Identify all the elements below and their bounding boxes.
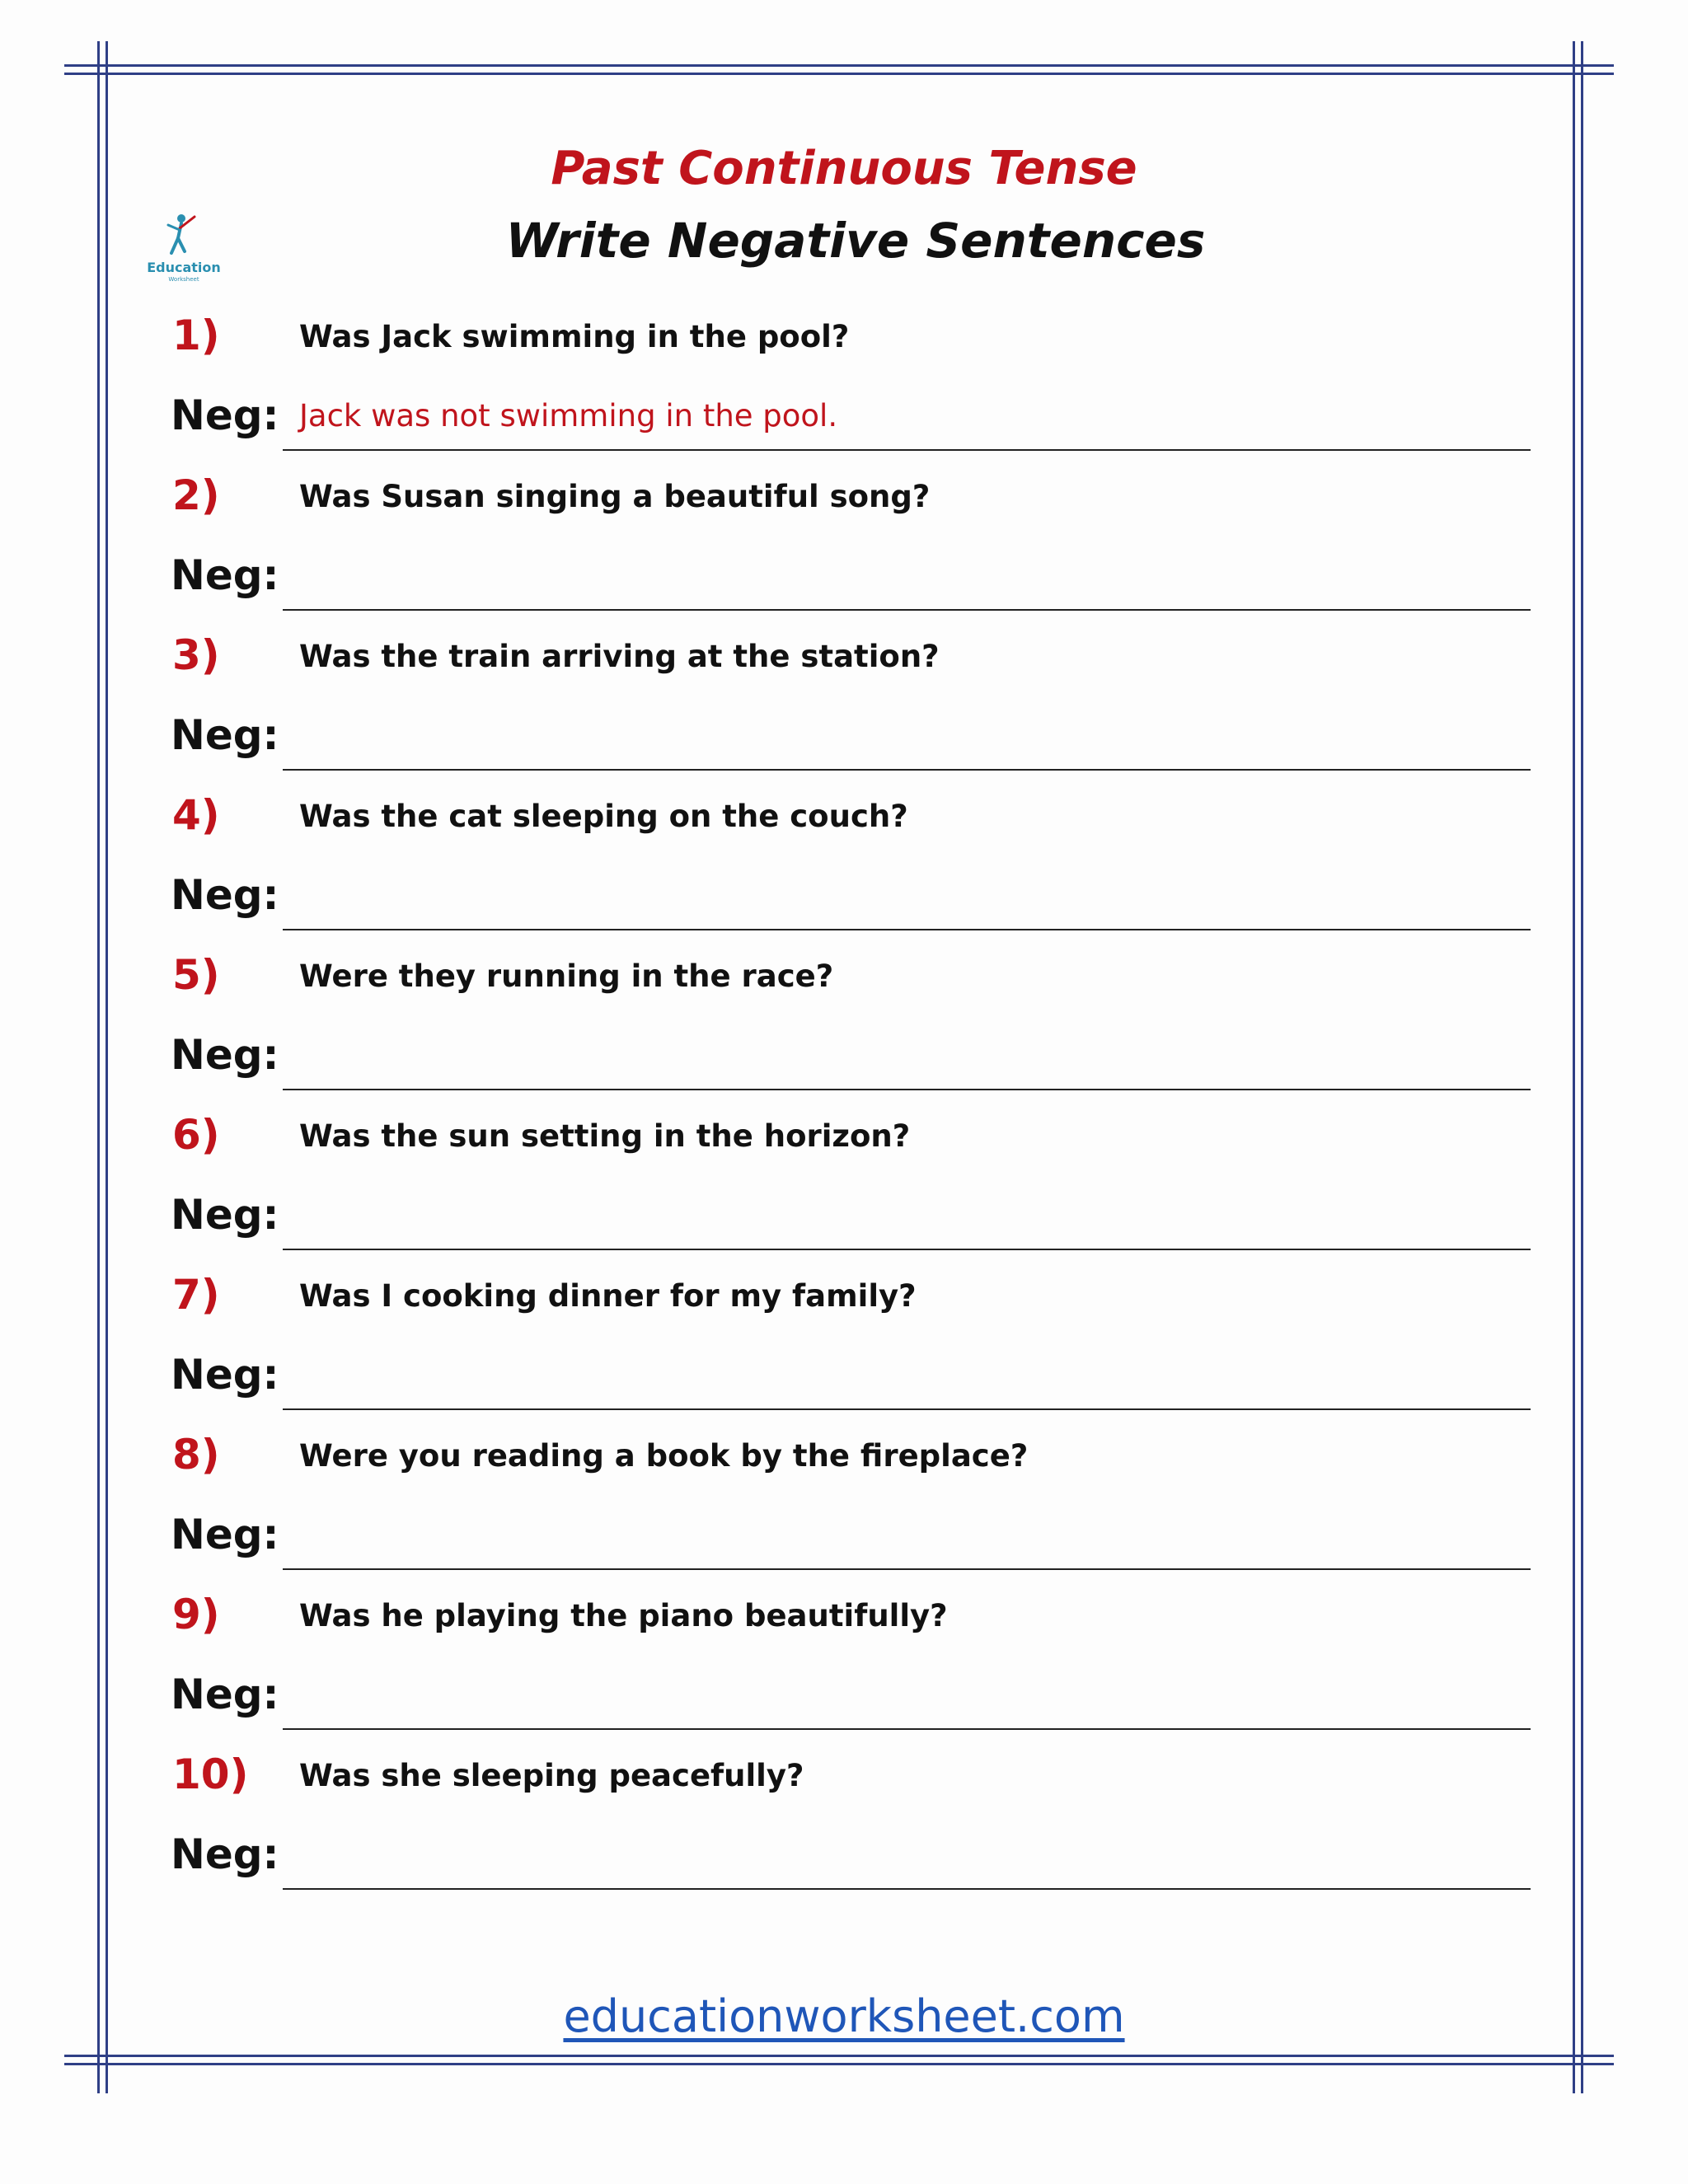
answer-line: [283, 1568, 1531, 1570]
worksheet-item: [0, 1271, 1688, 1434]
answer-line: [283, 1408, 1531, 1410]
neg-label: Neg:: [171, 1511, 279, 1558]
item-number: 8): [172, 1431, 220, 1479]
answer-line: [283, 1728, 1531, 1730]
answer-text[interactable]: Jack was not swimming in the pool.: [299, 398, 838, 434]
worksheet-item: [0, 791, 1688, 954]
item-number: 4): [172, 791, 220, 839]
question-text: Was the cat sleeping on the couch?: [299, 799, 908, 834]
question-text: Was the train arriving at the station?: [299, 639, 940, 674]
item-number: 1): [172, 312, 220, 359]
neg-label: Neg:: [171, 1351, 279, 1399]
answer-line: [283, 769, 1531, 771]
answer-line: [283, 609, 1531, 611]
item-number: 10): [172, 1750, 249, 1798]
neg-label: Neg:: [171, 871, 279, 919]
item-number: 2): [172, 471, 220, 519]
item-number: 3): [172, 631, 220, 679]
neg-label: Neg:: [171, 1031, 279, 1079]
worksheet-item: [0, 1750, 1688, 1914]
neg-label: Neg:: [171, 1671, 279, 1718]
worksheet-item: [0, 312, 1688, 475]
neg-label: Neg:: [171, 1191, 279, 1239]
worksheet-item: [0, 1431, 1688, 1594]
border-top-inner: [64, 73, 1614, 75]
question-text: Were you reading a book by the fireplace?: [299, 1438, 1029, 1474]
border-top-outer: [64, 64, 1614, 67]
logo-name: Education: [147, 260, 221, 275]
question-text: Was Susan singing a beautiful song?: [299, 479, 931, 514]
answer-line: [283, 449, 1531, 451]
question-text: Was the sun setting in the horizon?: [299, 1118, 911, 1154]
answer-line: [283, 1888, 1531, 1890]
worksheet-item: [0, 471, 1688, 635]
answer-line: [283, 1249, 1531, 1250]
border-bottom-inner: [64, 2055, 1614, 2057]
item-number: 9): [172, 1591, 220, 1638]
question-text: Was he playing the piano beautifully?: [299, 1598, 948, 1633]
item-number: 7): [172, 1271, 220, 1319]
worksheet-item: [0, 1591, 1688, 1754]
neg-label: Neg:: [171, 1830, 279, 1878]
page-subtitle: Write Negative Sentences: [505, 213, 1206, 269]
answer-line: [283, 929, 1531, 930]
item-number: 6): [172, 1111, 220, 1159]
worksheet-item: [0, 631, 1688, 794]
answer-line: [283, 1089, 1531, 1090]
border-bottom-outer: [64, 2063, 1614, 2065]
question-text: Was she sleeping peacefully?: [299, 1758, 804, 1793]
footer-link[interactable]: educationworksheet.com: [563, 1990, 1125, 2042]
neg-label: Neg:: [171, 711, 279, 759]
item-number: 5): [172, 951, 220, 999]
question-text: Was I cooking dinner for my family?: [299, 1278, 917, 1314]
worksheet-item: [0, 951, 1688, 1114]
question-text: Was Jack swimming in the pool?: [299, 319, 850, 354]
neg-label: Neg:: [171, 391, 279, 439]
question-text: Were they running in the race?: [299, 958, 834, 994]
worksheet-item: [0, 1111, 1688, 1274]
logo-subtitle: Worksheet: [168, 276, 199, 283]
page-title: Past Continuous Tense: [551, 142, 1137, 195]
neg-label: Neg:: [171, 551, 279, 599]
